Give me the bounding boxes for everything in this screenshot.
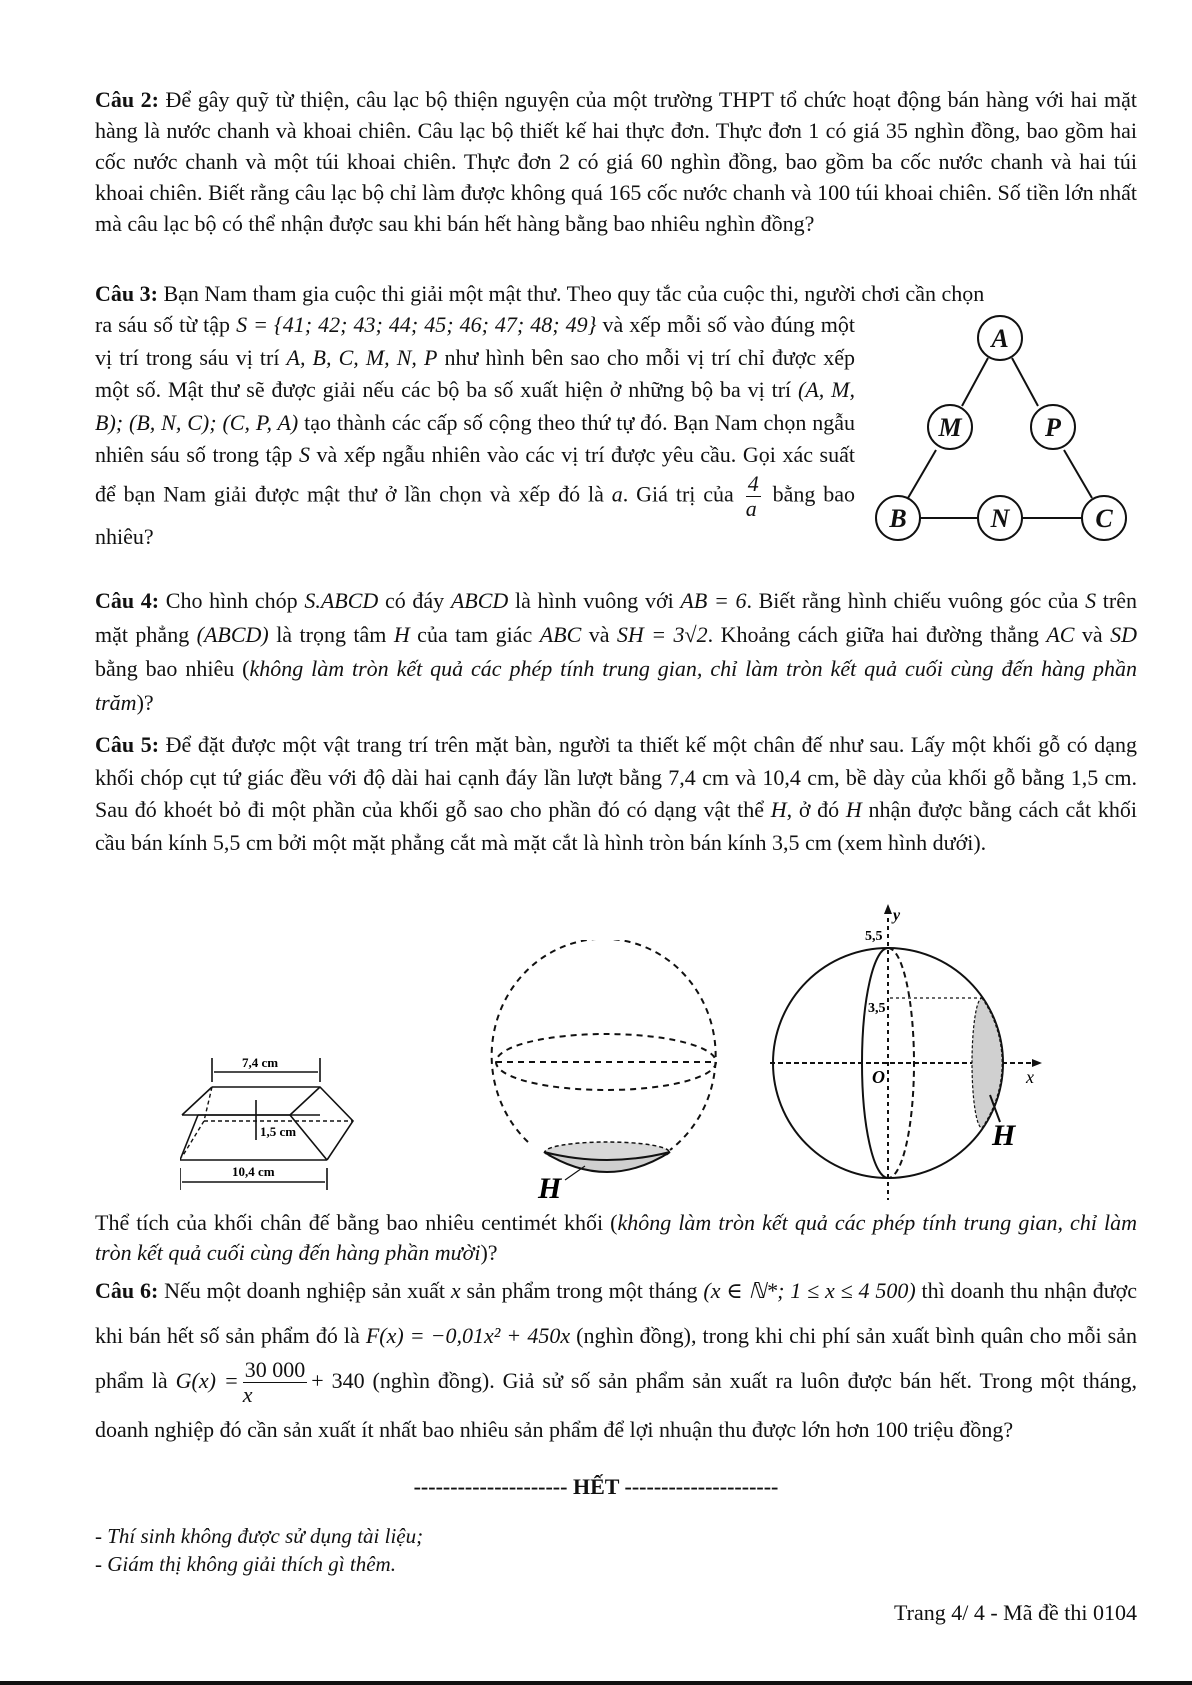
node-B-label: B bbox=[889, 504, 907, 533]
position-triples: (A, M, B); (B, N, C); (C, P, A) bbox=[95, 377, 855, 435]
bottom-rule bbox=[0, 1681, 1192, 1685]
question-5-ask-text: )? bbox=[480, 1240, 498, 1265]
cap-H-section bbox=[972, 998, 1002, 1128]
frustum-edge bbox=[180, 1115, 182, 1160]
bottom-edge-label: 10,4 cm bbox=[232, 1164, 275, 1179]
question-4-text: và bbox=[581, 622, 617, 647]
math-expr: S.ABCD bbox=[304, 588, 379, 613]
question-3-text: ra sáu số từ tập bbox=[95, 312, 237, 337]
math-expr: ABC bbox=[539, 622, 582, 647]
question-2 bbox=[95, 84, 1137, 239]
end-marker: --------------------- HẾT --------------------- bbox=[413, 1474, 779, 1499]
domain-expr: (x ∈ ℕ*; 1 ≤ x ≤ 4 500) bbox=[703, 1278, 916, 1303]
exam-notes bbox=[95, 1522, 423, 1578]
math-expr: H bbox=[770, 797, 787, 822]
math-expr: AB = 6 bbox=[680, 588, 747, 613]
math-expr: AC bbox=[1046, 622, 1075, 647]
question-4-text: là hình vuông với bbox=[508, 588, 681, 613]
set-S: S = {41; 42; 43; 44; 45; 46; 47; 48; 49} bbox=[236, 312, 597, 337]
frustum-edge bbox=[180, 1115, 182, 1160]
question-2-label: Câu 2: bbox=[95, 87, 159, 112]
question-3-line1: Bạn Nam tham gia cuộc thi giải một mật thư. Theo quy tắc của cuộc thi, người chơi cần chọn bbox=[157, 281, 985, 306]
question-4-text: là trọng tâm bbox=[268, 622, 394, 647]
frustum-figure bbox=[180, 1040, 450, 1210]
x-axis-label: x bbox=[1026, 1067, 1034, 1087]
thickness-label: 1,5 cm bbox=[260, 1124, 297, 1139]
question-6-text: sản phẩm trong một tháng bbox=[460, 1278, 704, 1303]
question-5-ask-text: Thể tích của khối chân đế bằng bao nhiêu centimét khối ( bbox=[95, 1210, 618, 1235]
top-edge-label: 7,4 cm bbox=[242, 1055, 279, 1070]
math-expr: x bbox=[450, 1278, 461, 1303]
question-6-text: (nghìn đồng), trong khi chi phí sản xuất bình quân cho mỗi sản phẩm là bbox=[95, 1323, 1138, 1393]
hidden-edge bbox=[204, 1087, 212, 1121]
triangle-position-diagram bbox=[860, 310, 1140, 550]
fraction-denominator: x bbox=[242, 1382, 253, 1408]
question-4 bbox=[95, 584, 1137, 720]
question-3-label: Câu 3: bbox=[95, 281, 158, 306]
question-3-first-line bbox=[95, 278, 1137, 309]
question-6 bbox=[95, 1268, 1137, 1452]
node-P-label: P bbox=[1045, 413, 1061, 442]
cost-function-constant: + 340 bbox=[311, 1368, 365, 1393]
sphere-cap-figure bbox=[480, 940, 740, 1210]
node-N-label: N bbox=[990, 504, 1010, 533]
question-5-ask bbox=[95, 1208, 1137, 1268]
y-axis-arrow bbox=[884, 904, 892, 914]
edge-A-M bbox=[962, 358, 988, 406]
y-axis-label: y bbox=[893, 907, 901, 924]
question-4-label: Câu 4: bbox=[95, 588, 160, 613]
tick-5-5: 5,5 bbox=[865, 929, 883, 944]
edge-M-B bbox=[908, 450, 936, 498]
frustum-edge bbox=[180, 1115, 182, 1160]
question-3-text: và xếp ngẫu nhiên vào các vị trí được yêu cầu. Gọi xác suất để bạn Nam giải được mật thư ở lần chọn và xếp đó là bbox=[95, 442, 855, 507]
question-4-text: . Biết rằng hình chiếu vuông góc của bbox=[746, 588, 1086, 613]
fraction-numerator: 4 bbox=[747, 470, 759, 496]
fraction-4-over-a bbox=[746, 472, 761, 521]
rounding-note: không làm tròn kết quả các phép tính trung gian, chỉ làm tròn kết quả cuối cùng đến hàng phần trăm bbox=[95, 656, 1138, 715]
question-6-text: (nghìn đồng). Giả sử số sản phẩm sản xuất ra luôn được bán hết. Trong một tháng, doanh nghiệp đó cần sản xuất ít nhất bao nhiêu sản phẩm để lợi nhuận thu được lớn hơn 100 triệu đồng? bbox=[95, 1368, 1137, 1443]
cost-function: G(x) = bbox=[175, 1368, 239, 1393]
note-1: - Thí sinh không được sử dụng tài liệu; bbox=[95, 1524, 424, 1548]
question-4-text: Cho hình chóp bbox=[159, 588, 305, 613]
edge-P-C bbox=[1064, 450, 1092, 498]
question-3-text: . Giá trị của bbox=[622, 481, 742, 507]
question-5 bbox=[95, 729, 1137, 859]
cap-label: H bbox=[538, 1172, 562, 1205]
math-expr: S bbox=[1085, 588, 1097, 613]
math-expr: ABCD bbox=[450, 588, 509, 613]
question-2-text: Để gây quỹ từ thiện, câu lạc bộ thiện nguyện của một trường THPT tổ chức hoạt động bán hàng với hai mặt hàng là nước chanh và khoai chiên. Câu lạc bộ thiết kế hai thực đơn. Thực đơn 1 có giá 35 nghìn đồng, bao gồm hai cốc nước chanh và một túi khoai chiên. Thực đơn 2 có giá 60 nghìn đồng, bao gồm ba cốc nước chanh và hai túi khoai chiên. Biết rằng câu lạc bộ chỉ làm được không quá 165 cốc nước chanh và 100 túi khoai chiên. Số tiền lớn nhất mà câu lạc bộ có thể nhận được sau khi bán hết hàng bằng bao nhiêu nghìn đồng? bbox=[95, 87, 1137, 236]
fraction-denominator: a bbox=[745, 495, 757, 521]
question-6-text: thì doanh thu nhận được khi bán hết số sản phẩm đó là bbox=[95, 1278, 1138, 1348]
frustum-left-edge bbox=[180, 1115, 198, 1160]
question-4-text: và bbox=[1074, 622, 1111, 647]
edge-A-P bbox=[1012, 358, 1038, 406]
question-4-text: có đáy bbox=[378, 588, 451, 613]
page-footer: Trang 4/ 4 - Mã đề thi 0104 bbox=[893, 1600, 1137, 1625]
note-2: - Giám thị không giải thích gì thêm. bbox=[95, 1552, 396, 1576]
question-3-text: và xếp mỗi số vào đúng một vị trí trong sáu vị trí bbox=[95, 312, 855, 370]
sphere-outline bbox=[492, 940, 716, 1150]
positions: A, B, C, M, N, P bbox=[286, 344, 438, 370]
tick-3-5: 3,5 bbox=[868, 1001, 886, 1016]
probability-symbol: a bbox=[611, 481, 623, 507]
math-expr: (ABCD) bbox=[196, 622, 269, 647]
question-5-text: nhận được bằng cách cắt khối cầu bán kính 5,5 cm bởi một mặt phẳng cắt mà mặt cắt là hình tròn bán kính 3,5 cm (xem hình dưới). bbox=[95, 797, 1137, 855]
question-5-text: , ở đó bbox=[786, 797, 846, 822]
question-4-text: của tam giác bbox=[409, 622, 540, 647]
cap-pointer bbox=[565, 1166, 585, 1180]
sphere-axes-figure bbox=[760, 900, 1060, 1210]
question-3-text: tạo thành các cấp số cộng theo thứ tự đó. Bạn Nam chọn ngẫu nhiên sáu số trong tập bbox=[95, 409, 855, 467]
revenue-function: F(x) = −0,01x² + 450x bbox=[365, 1323, 571, 1348]
frustum-edge bbox=[290, 1087, 320, 1115]
math-expr: SH = 3√2 bbox=[616, 622, 708, 647]
question-3-text: bằng bao nhiêu? bbox=[95, 481, 855, 549]
fraction-numerator: 30 000 bbox=[244, 1357, 306, 1383]
question-4-text: )? bbox=[136, 690, 154, 715]
x-axis-arrow bbox=[1032, 1059, 1042, 1067]
origin-label: O bbox=[872, 1067, 885, 1087]
question-5-label: Câu 5: bbox=[95, 732, 160, 757]
node-C-label: C bbox=[1095, 504, 1113, 533]
node-A-label: A bbox=[991, 324, 1009, 353]
rounding-note: không làm tròn kết quả các phép tính trung gian, chỉ làm tròn kết quả cuối cùng đến hàng phần mười bbox=[95, 1210, 1138, 1265]
frustum-edge bbox=[180, 1115, 182, 1160]
question-4-text: trên mặt phẳng bbox=[95, 588, 1137, 647]
math-expr: SD bbox=[1110, 622, 1138, 647]
set-symbol: S bbox=[298, 442, 310, 467]
cap-label-2: H bbox=[992, 1119, 1016, 1152]
math-expr: H bbox=[393, 622, 410, 647]
question-5-text: Để đặt được một vật trang trí trên mặt bàn, người ta thiết kế một chân đế như sau. Lấy một khối gỗ có dạng khối chóp cụt tứ giác đều với độ dài hai cạnh đáy lần lượt bằng 7,4 cm và 10,4 cm, bề dày của khối gỗ bằng 1,5 cm. Sau đó khoét bỏ đi một phần của khối gỗ sao cho phần đó có dạng vật thể bbox=[95, 732, 1138, 822]
node-M-label: M bbox=[938, 413, 962, 442]
fraction-30000-over-x bbox=[243, 1358, 308, 1407]
question-4-text: bằng bao nhiêu ( bbox=[95, 656, 250, 681]
question-6-label: Câu 6: bbox=[95, 1278, 159, 1303]
question-3-body bbox=[95, 309, 855, 553]
question-3-text: như hình bên sao cho mỗi vị trí chỉ được xếp một số. Mật thư sẽ được giải nếu các bộ ba số xuất hiện ở những bộ ba vị trí bbox=[95, 344, 855, 402]
math-expr: H bbox=[845, 797, 862, 822]
frustum-edge bbox=[182, 1087, 212, 1115]
question-4-text: . Khoảng cách giữa hai đường thẳng bbox=[707, 622, 1047, 647]
question-6-text: Nếu một doanh nghiệp sản xuất bbox=[158, 1278, 451, 1303]
